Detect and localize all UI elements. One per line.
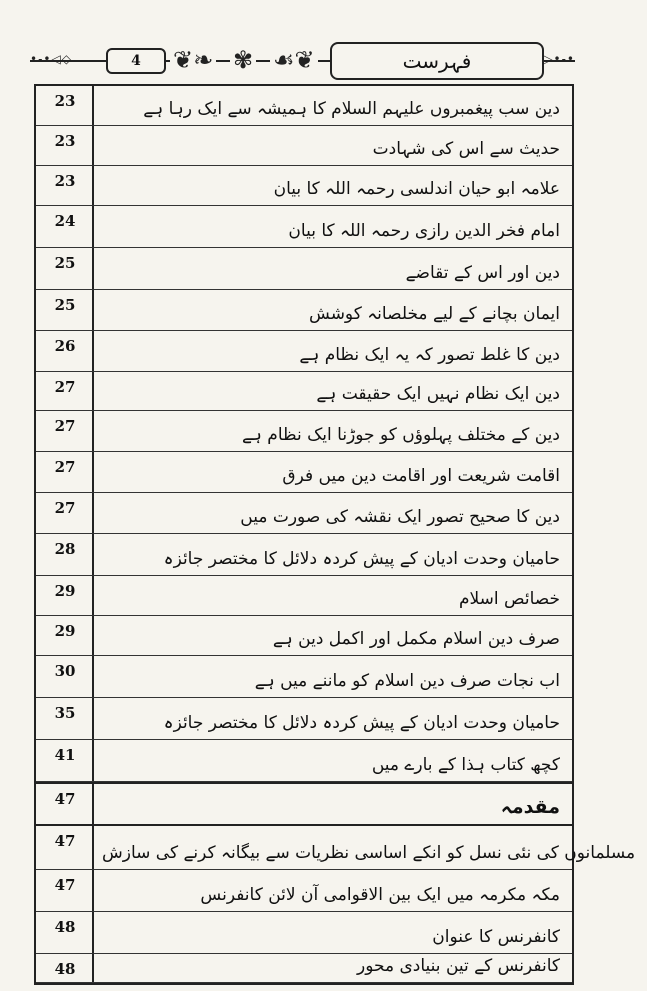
entry-title: ایمان بچانے کے لیے مخلصانہ کوشش: [309, 304, 560, 324]
table-row[interactable]: [36, 411, 572, 452]
table-row[interactable]: [36, 126, 572, 166]
table-row[interactable]: [36, 534, 572, 576]
entry-title: دین اور اس کے تقاضے: [405, 263, 560, 283]
entry-page-number: 25: [54, 254, 76, 272]
entry-page-number: 27: [54, 417, 76, 435]
entry-page-number: 28: [54, 540, 76, 558]
table-row[interactable]: [36, 576, 572, 616]
entry-title: دین ایک نظام نہیں ایک حقیقت ہے: [316, 384, 560, 404]
entry-title: امام فخر الدین رازی رحمہ اللہ کا بیان: [288, 221, 560, 241]
table-row[interactable]: [36, 870, 572, 912]
entry-title: اب نجات صرف دین اسلام کو ماننے میں ہے: [254, 671, 560, 691]
table-row[interactable]: [36, 86, 572, 126]
entry-title: دین سب پیغمبروں علیہم السلام کا ہمیشہ سے ایک رہا ہے: [143, 99, 560, 119]
table-row[interactable]: [36, 248, 572, 290]
entry-page-number: 26: [54, 337, 76, 355]
page-number: 4: [106, 48, 166, 74]
table-row[interactable]: [36, 826, 636, 870]
entry-title: علامہ ابو حیان اندلسی رحمہ اللہ کا بیان: [273, 179, 560, 199]
entry-page-number: 30: [54, 662, 76, 680]
flourish-ornament-icon: ✾: [230, 40, 256, 80]
entry-page-number: 47: [54, 832, 76, 850]
entry-page-number: 23: [54, 92, 76, 110]
table-row[interactable]: [36, 656, 572, 698]
page-header: [30, 40, 575, 82]
entry-title: مسلمانوں کی نئی نسل کو انکے اساسی نظریات سے بیگانہ کرنے کی سازش: [102, 843, 636, 863]
entry-title: خصائص اسلام: [458, 589, 560, 609]
table-row[interactable]: [36, 954, 572, 983]
table-row[interactable]: [36, 493, 572, 534]
entry-page-number: 41: [54, 746, 76, 764]
entry-title: صرف دین اسلام مکمل اور اکمل دین ہے: [272, 629, 560, 649]
section-title: مقدمہ: [500, 796, 560, 818]
table-row[interactable]: [36, 452, 572, 493]
table-row[interactable]: [36, 616, 572, 656]
entry-page-number: 29: [54, 622, 76, 640]
entry-title: کانفرنس کا عنوان: [432, 927, 560, 947]
entry-page-number: 24: [54, 212, 76, 230]
table-row[interactable]: [36, 331, 572, 372]
table-row[interactable]: [36, 206, 572, 248]
page-title: فہرست: [330, 42, 544, 80]
entry-page-number: 35: [54, 704, 76, 722]
entry-page-number: 27: [54, 458, 76, 476]
entry-title: کچھ کتاب ہذا کے بارے میں: [371, 755, 560, 775]
entry-title: دین کا صحیح تصور ایک نقشہ کی صورت میں: [240, 507, 560, 527]
section-heading-row[interactable]: [36, 782, 572, 826]
flourish-ornament-icon: ☙❦: [270, 40, 318, 80]
entry-page-number: 25: [54, 296, 76, 314]
entry-title: حامیان وحدت ادیان کے پیش کردہ دلائل کا مختصر جائزہ: [163, 549, 560, 569]
entry-page-number: 47: [54, 876, 76, 894]
entry-page-number: 48: [54, 918, 76, 936]
entry-page-number: 23: [54, 172, 76, 190]
entry-title: دین کے مختلف پہلوؤں کو جوڑنا ایک نظام ہے: [241, 425, 560, 445]
entry-title: اقامت شریعت اور اقامت دین میں فرق: [282, 466, 560, 486]
table-row[interactable]: [36, 740, 572, 782]
entry-title: حدیث سے اس کی شہادت: [372, 139, 560, 159]
table-row[interactable]: [36, 372, 572, 411]
entry-title: کانفرنس کے تین بنیادی محور: [357, 956, 560, 976]
flourish-ornament-icon: ❦❧: [170, 40, 216, 80]
entry-page-number: 29: [54, 582, 76, 600]
entry-title: حامیان وحدت ادیان کے پیش کردہ دلائل کا مختصر جائزہ: [163, 713, 560, 733]
table-row[interactable]: [36, 290, 572, 331]
entry-page-number: 23: [54, 132, 76, 150]
ornament-dots-left: •-•◁◇: [30, 52, 72, 66]
entry-page-number: 27: [54, 378, 76, 396]
table-of-contents: [34, 84, 636, 985]
table-row[interactable]: [36, 698, 572, 740]
entry-page-number: 48: [54, 960, 76, 978]
table-row[interactable]: [36, 166, 572, 206]
entry-page-number: 47: [54, 790, 76, 808]
entry-page-number: 27: [54, 499, 76, 517]
table-row[interactable]: [36, 912, 572, 954]
entry-title: مکہ مکرمہ میں ایک بین الاقوامی آن لائن کانفرنس: [200, 885, 560, 905]
ornament-dots-right: ▷•-•: [543, 52, 575, 66]
entry-title: دین کا غلط تصور کہ یہ ایک نظام ہے: [299, 345, 560, 365]
